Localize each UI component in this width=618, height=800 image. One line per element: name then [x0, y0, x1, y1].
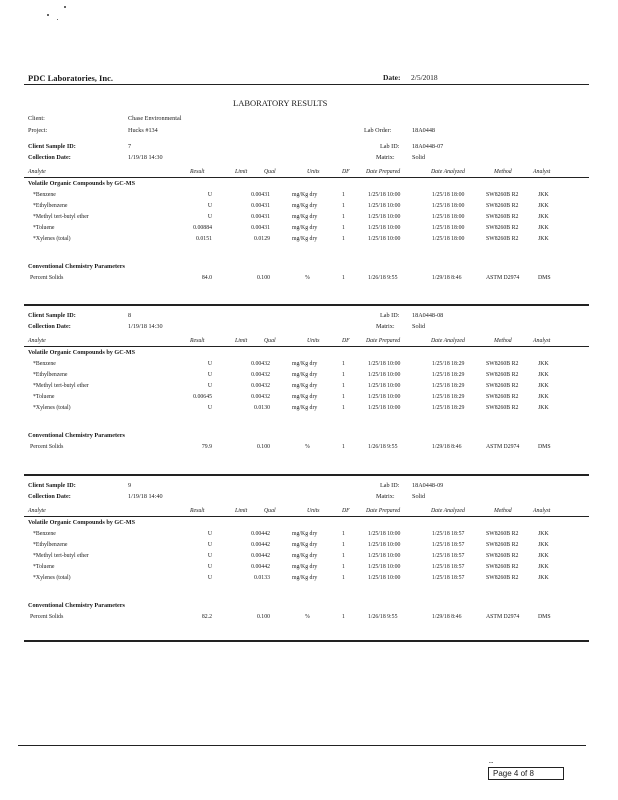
voc-cell-analyzed: 1/25/18 18:57 [432, 553, 465, 559]
column-header: Analyst [533, 169, 551, 175]
column-header: Limit [235, 169, 248, 175]
conv-cell-df: 1 [342, 444, 345, 450]
column-header: Date Analyzed [431, 508, 465, 514]
voc-cell-prepared: 1/25/18 10:00 [368, 203, 401, 209]
conv-cell-limit: 0.100 [256, 275, 270, 281]
lab-id-label: Lab ID: [380, 143, 400, 150]
conv-cell-units: % [305, 614, 310, 620]
sample-id-value: 7 [128, 143, 132, 150]
footer-rule [18, 745, 586, 746]
voc-cell-limit: 0.00431 [251, 203, 270, 209]
voc-cell-units: mg/Kg dry [292, 192, 318, 198]
voc-cell-method: SW8260B R2 [486, 394, 519, 400]
lab-id-value: 18A0448-08 [412, 312, 444, 319]
voc-cell-df: 1 [342, 225, 345, 231]
column-header: Result [190, 169, 205, 175]
voc-cell-analyzed: 1/25/18 18:00 [432, 203, 465, 209]
voc-cell-result: U [207, 575, 212, 581]
voc-cell-df: 1 [342, 575, 345, 581]
conv-cell-analyst: DMS [538, 614, 551, 620]
client-value: Chase Environmental [128, 115, 182, 122]
voc-cell-prepared: 1/25/18 10:00 [368, 575, 401, 581]
voc-cell-analyte: *Benzene [33, 192, 56, 198]
voc-cell-analyst: JKK [538, 214, 549, 220]
voc-section-heading: Volatile Organic Compounds by GC-MS [28, 349, 136, 356]
voc-cell-prepared: 1/25/18 10:00 [368, 192, 401, 198]
voc-cell-analyst: JKK [538, 361, 549, 367]
conv-cell-units: % [305, 275, 310, 281]
conv-cell-analyst: DMS [538, 275, 551, 281]
voc-cell-units: mg/Kg dry [292, 394, 318, 400]
voc-cell-prepared: 1/25/18 10:00 [368, 531, 401, 537]
voc-cell-analyzed: 1/25/18 18:29 [432, 372, 465, 378]
conv-cell-prepared: 1/26/18 9:55 [368, 614, 398, 620]
voc-cell-analyzed: 1/25/18 18:00 [432, 225, 465, 231]
lab-order-value: 18A0448 [412, 127, 436, 134]
voc-cell-result: U [207, 553, 212, 559]
voc-cell-analyzed: 1/25/18 18:57 [432, 575, 465, 581]
voc-cell-analyte: *Ethylbenzene [33, 203, 68, 209]
voc-cell-limit: 0.00431 [251, 214, 270, 220]
voc-cell-analyzed: 1/25/18 18:57 [432, 542, 465, 548]
lab-id-value: 18A0448-09 [412, 482, 444, 489]
voc-cell-prepared: 1/25/18 10:00 [368, 236, 401, 242]
page-title: LABORATORY RESULTS [233, 98, 328, 108]
conv-cell-analyzed: 1/29/18 8:46 [432, 275, 462, 281]
voc-cell-result: U [207, 214, 212, 220]
voc-cell-analyst: JKK [538, 531, 549, 537]
project-value: Hucks #134 [128, 127, 158, 134]
voc-cell-units: mg/Kg dry [292, 214, 318, 220]
column-header: Method [494, 169, 512, 175]
page-number-box [488, 767, 564, 780]
matrix-value: Solid [412, 323, 426, 330]
voc-cell-analyte: *Methyl tert-butyl ether [33, 214, 89, 220]
voc-cell-analyte: *Methyl tert-butyl ether [33, 553, 89, 559]
voc-cell-analyzed: 1/25/18 18:00 [432, 192, 465, 198]
voc-cell-units: mg/Kg dry [292, 372, 318, 378]
conv-cell-analyst: DMS [538, 444, 551, 450]
column-header: Qual [264, 169, 276, 175]
voc-cell-df: 1 [342, 542, 345, 548]
voc-cell-limit: 0.00432 [251, 383, 270, 389]
voc-cell-analyte: *Xylenes (total) [33, 236, 71, 242]
voc-cell-analyst: JKK [538, 372, 549, 378]
voc-cell-limit: 0.0129 [254, 236, 270, 242]
voc-cell-analyzed: 1/25/18 18:29 [432, 383, 465, 389]
voc-cell-method: SW8260B R2 [486, 531, 519, 537]
voc-cell-method: SW8260B R2 [486, 361, 519, 367]
voc-cell-prepared: 1/25/18 10:00 [368, 564, 401, 570]
scan-speck [64, 6, 66, 8]
voc-cell-method: SW8260B R2 [486, 383, 519, 389]
voc-cell-analyzed: 1/25/18 18:57 [432, 531, 465, 537]
sample-separator [24, 304, 589, 306]
collection-date-label: Collection Date: [28, 493, 71, 500]
voc-cell-result: U [207, 203, 212, 209]
voc-cell-limit: 0.00431 [251, 225, 270, 231]
voc-cell-result: U [207, 564, 212, 570]
voc-cell-prepared: 1/25/18 10:00 [368, 361, 401, 367]
conv-cell-analyte: Percent Solids [30, 614, 64, 620]
column-header: Analyst [533, 508, 551, 514]
column-header: Units [307, 508, 320, 514]
column-header: Date Prepared [366, 338, 401, 344]
voc-cell-result: 0.00884 [193, 225, 212, 231]
collection-date-label: Collection Date: [28, 154, 71, 161]
voc-cell-limit: 0.00442 [251, 531, 270, 537]
collection-date-value: 1/19/18 14:30 [128, 323, 163, 330]
voc-cell-analyst: JKK [538, 575, 549, 581]
voc-cell-units: mg/Kg dry [292, 405, 318, 411]
voc-cell-df: 1 [342, 394, 345, 400]
voc-cell-prepared: 1/25/18 10:00 [368, 553, 401, 559]
voc-cell-method: SW8260B R2 [486, 553, 519, 559]
voc-cell-analyte: *Ethylbenzene [33, 542, 68, 548]
voc-cell-limit: 0.00442 [251, 564, 270, 570]
conv-cell-df: 1 [342, 275, 345, 281]
voc-cell-prepared: 1/25/18 10:00 [368, 372, 401, 378]
matrix-label: Matrix: [376, 493, 395, 500]
conv-cell-units: % [305, 444, 310, 450]
voc-cell-analyte: *Ethylbenzene [33, 372, 68, 378]
conv-cell-method: ASTM D2974 [486, 275, 520, 281]
date-value: 2/5/2018 [411, 73, 438, 82]
voc-cell-method: SW8260B R2 [486, 225, 519, 231]
voc-cell-units: mg/Kg dry [292, 236, 318, 242]
voc-section-heading: Volatile Organic Compounds by GC-MS [28, 519, 136, 526]
collection-date-value: 1/19/18 14:30 [128, 154, 163, 161]
voc-section-heading: Volatile Organic Compounds by GC-MS [28, 180, 136, 187]
voc-cell-limit: 0.00432 [251, 394, 270, 400]
project-label: Project: [28, 127, 48, 134]
collection-date-label: Collection Date: [28, 323, 71, 330]
conv-cell-result: 84.0 [201, 275, 212, 281]
column-header-rule [24, 516, 589, 517]
voc-cell-limit: 0.0130 [254, 405, 270, 411]
column-header: Units [307, 169, 320, 175]
voc-cell-analyst: JKK [538, 192, 549, 198]
voc-cell-analyzed: 1/25/18 18:29 [432, 405, 465, 411]
voc-cell-method: SW8260B R2 [486, 192, 519, 198]
voc-cell-analyte: *Toluene [33, 564, 55, 570]
voc-cell-limit: 0.00432 [251, 372, 270, 378]
voc-cell-analyte: *Xylenes (total) [33, 405, 71, 411]
sample-id-label: Client Sample ID: [28, 143, 76, 150]
header-rule [24, 84, 589, 85]
voc-cell-df: 1 [342, 192, 345, 198]
voc-cell-method: SW8260B R2 [486, 575, 519, 581]
voc-cell-limit: 0.00432 [251, 361, 270, 367]
conv-section-heading: Conventional Chemistry Parameters [28, 432, 125, 439]
voc-cell-method: SW8260B R2 [486, 236, 519, 242]
conv-cell-method: ASTM D2974 [486, 444, 520, 450]
voc-cell-limit: 0.0133 [254, 575, 270, 581]
voc-cell-method: SW8260B R2 [486, 405, 519, 411]
voc-cell-df: 1 [342, 361, 345, 367]
column-header: DF [342, 169, 350, 175]
conv-cell-result: 82.2 [201, 614, 212, 620]
company-name: PDC Laboratories, Inc. [28, 73, 113, 83]
column-header: Date Prepared [366, 169, 401, 175]
voc-cell-method: SW8260B R2 [486, 203, 519, 209]
voc-cell-df: 1 [342, 236, 345, 242]
column-header-rule [24, 177, 589, 178]
voc-cell-limit: 0.00442 [251, 553, 270, 559]
voc-cell-analyst: JKK [538, 405, 549, 411]
column-header: Analyst [533, 338, 551, 344]
voc-cell-analyst: JKK [538, 564, 549, 570]
column-header: Analyte [28, 169, 46, 175]
voc-cell-analyst: JKK [538, 542, 549, 548]
matrix-label: Matrix: [376, 323, 395, 330]
lab-order-label: Lab Order: [364, 127, 392, 134]
conv-cell-df: 1 [342, 614, 345, 620]
voc-cell-prepared: 1/25/18 10:00 [368, 542, 401, 548]
column-header: Method [494, 508, 512, 514]
collection-date-value: 1/19/18 14:40 [128, 493, 163, 500]
voc-cell-df: 1 [342, 553, 345, 559]
voc-cell-result: U [207, 383, 212, 389]
scan-speck [57, 19, 58, 20]
conv-section-heading: Conventional Chemistry Parameters [28, 602, 125, 609]
column-header: Analyte [28, 338, 46, 344]
column-header: Limit [235, 338, 248, 344]
voc-cell-df: 1 [342, 372, 345, 378]
voc-cell-units: mg/Kg dry [292, 531, 318, 537]
matrix-label: Matrix: [376, 154, 395, 161]
voc-cell-df: 1 [342, 383, 345, 389]
voc-cell-units: mg/Kg dry [292, 383, 318, 389]
column-header: Method [494, 338, 512, 344]
voc-cell-limit: 0.00442 [251, 542, 270, 548]
date-label: Date: [383, 73, 401, 82]
conv-cell-analyte: Percent Solids [30, 444, 64, 450]
column-header-rule [24, 346, 589, 347]
voc-cell-result: U [207, 542, 212, 548]
voc-cell-result: U [207, 192, 212, 198]
voc-cell-prepared: 1/25/18 10:00 [368, 405, 401, 411]
voc-cell-result: U [207, 361, 212, 367]
column-header: Limit [235, 508, 248, 514]
conv-cell-analyte: Percent Solids [30, 275, 64, 281]
voc-cell-units: mg/Kg dry [292, 564, 318, 570]
column-header: Analyte [28, 508, 46, 514]
matrix-value: Solid [412, 493, 426, 500]
column-header: DF [342, 508, 350, 514]
lab-id-label: Lab ID: [380, 312, 400, 319]
conv-cell-limit: 0.100 [256, 444, 270, 450]
conv-cell-analyzed: 1/29/18 8:46 [432, 444, 462, 450]
voc-cell-analyte: *Xylenes (total) [33, 575, 71, 581]
voc-cell-analyst: JKK [538, 236, 549, 242]
voc-cell-df: 1 [342, 531, 345, 537]
voc-cell-units: mg/Kg dry [292, 575, 318, 581]
column-header: Qual [264, 338, 276, 344]
page-number: Page 4 of 8 [493, 769, 534, 778]
voc-cell-result: 0.00645 [193, 394, 212, 400]
sample-separator [24, 640, 589, 642]
lab-id-label: Lab ID: [380, 482, 400, 489]
column-header: Qual [264, 508, 276, 514]
voc-cell-method: SW8260B R2 [486, 372, 519, 378]
conv-cell-prepared: 1/26/18 9:55 [368, 275, 398, 281]
voc-cell-limit: 0.00431 [251, 192, 270, 198]
voc-cell-units: mg/Kg dry [292, 553, 318, 559]
voc-cell-method: SW8260B R2 [486, 564, 519, 570]
voc-cell-analyte: *Toluene [33, 225, 55, 231]
voc-cell-analyst: JKK [538, 383, 549, 389]
conv-cell-limit: 0.100 [256, 614, 270, 620]
column-header: Units [307, 338, 320, 344]
voc-cell-analyst: JKK [538, 203, 549, 209]
sample-id-value: 8 [128, 312, 132, 319]
conv-cell-method: ASTM D2974 [486, 614, 520, 620]
voc-cell-prepared: 1/25/18 10:00 [368, 225, 401, 231]
column-header: Result [190, 338, 205, 344]
sample-id-label: Client Sample ID: [28, 312, 76, 319]
column-header: Date Analyzed [431, 338, 465, 344]
voc-cell-result: U [207, 405, 212, 411]
sample-separator [24, 474, 589, 476]
voc-cell-prepared: 1/25/18 10:00 [368, 214, 401, 220]
voc-cell-units: mg/Kg dry [292, 542, 318, 548]
voc-cell-analyzed: 1/25/18 18:29 [432, 361, 465, 367]
column-header: Date Prepared [366, 508, 401, 514]
voc-cell-analyzed: 1/25/18 18:00 [432, 214, 465, 220]
voc-cell-analyte: *Benzene [33, 531, 56, 537]
footer-speck: ••• [489, 760, 494, 765]
voc-cell-analyzed: 1/25/18 18:29 [432, 394, 465, 400]
voc-cell-prepared: 1/25/18 10:00 [368, 394, 401, 400]
client-label: Client: [28, 115, 45, 122]
voc-cell-analyzed: 1/25/18 18:57 [432, 564, 465, 570]
conv-cell-analyzed: 1/29/18 8:46 [432, 614, 462, 620]
voc-cell-result: 0.0151 [196, 236, 212, 242]
voc-cell-method: SW8260B R2 [486, 214, 519, 220]
conv-cell-prepared: 1/26/18 9:55 [368, 444, 398, 450]
conv-section-heading: Conventional Chemistry Parameters [28, 263, 125, 270]
scan-speck [47, 14, 49, 16]
sample-id-label: Client Sample ID: [28, 482, 76, 489]
voc-cell-analyst: JKK [538, 394, 549, 400]
voc-cell-analyte: *Toluene [33, 394, 55, 400]
voc-cell-units: mg/Kg dry [292, 203, 318, 209]
column-header: Result [190, 508, 205, 514]
voc-cell-units: mg/Kg dry [292, 225, 318, 231]
conv-cell-result: 79.9 [201, 444, 212, 450]
voc-cell-df: 1 [342, 203, 345, 209]
voc-cell-analyzed: 1/25/18 18:00 [432, 236, 465, 242]
lab-id-value: 18A0448-07 [412, 143, 444, 150]
voc-cell-analyte: *Benzene [33, 361, 56, 367]
voc-cell-result: U [207, 372, 212, 378]
voc-cell-df: 1 [342, 405, 345, 411]
sample-id-value: 9 [128, 482, 132, 489]
voc-cell-analyte: *Methyl tert-butyl ether [33, 383, 89, 389]
voc-cell-analyst: JKK [538, 553, 549, 559]
matrix-value: Solid [412, 154, 426, 161]
voc-cell-units: mg/Kg dry [292, 361, 318, 367]
voc-cell-result: U [207, 531, 212, 537]
voc-cell-df: 1 [342, 564, 345, 570]
voc-cell-df: 1 [342, 214, 345, 220]
voc-cell-method: SW8260B R2 [486, 542, 519, 548]
voc-cell-analyst: JKK [538, 225, 549, 231]
column-header: DF [342, 338, 350, 344]
voc-cell-prepared: 1/25/18 10:00 [368, 383, 401, 389]
column-header: Date Analyzed [431, 169, 465, 175]
